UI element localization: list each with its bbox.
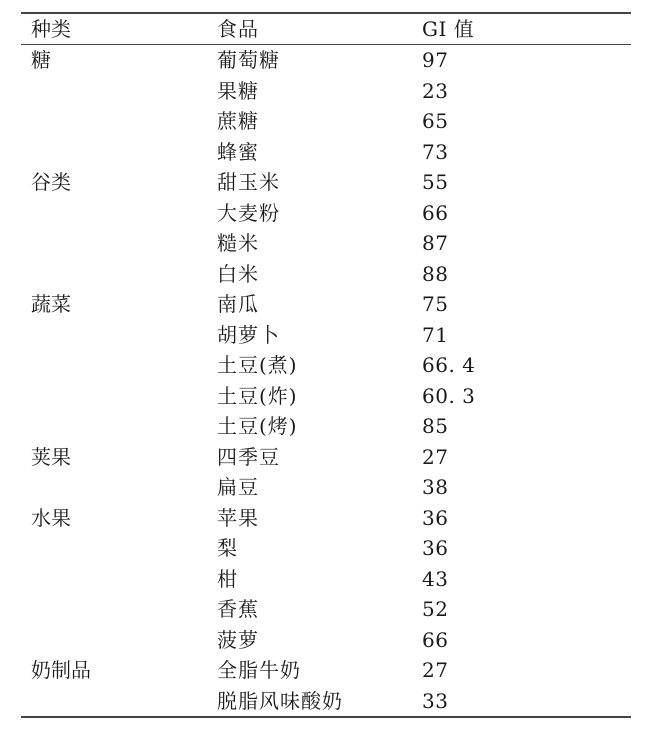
- cell-food: 土豆(炸): [217, 383, 298, 408]
- table-row: [21, 198, 631, 229]
- table-row: [21, 228, 631, 259]
- cell-food: 土豆(煮): [217, 353, 298, 378]
- cell-gi-value: 27: [422, 444, 449, 469]
- cell-gi-value: 66: [422, 627, 449, 652]
- cell-gi-value: 97: [422, 48, 449, 73]
- table-row: [21, 686, 631, 717]
- cell-gi-value: 27: [422, 658, 449, 683]
- table-row: [21, 76, 631, 107]
- cell-food: 蔗糖: [217, 109, 259, 134]
- cell-food: 白米: [217, 261, 259, 286]
- gi-table: [21, 12, 631, 718]
- cell-food: 全脂牛奶: [217, 658, 301, 683]
- table-row: [21, 137, 631, 168]
- cell-gi-value: 38: [422, 475, 449, 500]
- table-row: [21, 533, 631, 564]
- cell-gi-value: 52: [422, 597, 449, 622]
- cell-gi-value: 66. 4: [422, 353, 476, 378]
- header-food: 食品: [217, 17, 259, 41]
- cell-food: 香蕉: [217, 597, 259, 622]
- cell-category: 荚果: [31, 444, 71, 469]
- cell-food: 甜玉米: [217, 170, 280, 195]
- cell-gi-value: 87: [422, 231, 449, 256]
- cell-food: 脱脂风味酸奶: [217, 688, 343, 713]
- cell-food: 胡萝卜: [217, 322, 280, 347]
- cell-food: 菠萝: [217, 627, 259, 652]
- table-bottom-rule: [21, 716, 631, 718]
- cell-gi-value: 65: [422, 109, 449, 134]
- cell-gi-value: 36: [422, 536, 449, 561]
- cell-food: 大麦粉: [217, 200, 280, 225]
- cell-category: 奶制品: [31, 658, 91, 683]
- table-row: [21, 381, 631, 412]
- cell-food: 土豆(烤): [217, 414, 298, 439]
- table-row: [21, 167, 631, 198]
- cell-food: 葡萄糖: [217, 48, 280, 73]
- cell-gi-value: 75: [422, 292, 449, 317]
- cell-gi-value: 43: [422, 566, 449, 591]
- cell-gi-value: 66: [422, 200, 449, 225]
- cell-food: 糙米: [217, 231, 259, 256]
- cell-food: 苹果: [217, 505, 259, 530]
- cell-gi-value: 55: [422, 170, 449, 195]
- cell-category: 糖: [31, 48, 51, 73]
- table-row: [21, 106, 631, 137]
- cell-gi-value: 73: [422, 139, 449, 164]
- cell-food: 梨: [217, 536, 238, 561]
- table-row: [21, 503, 631, 534]
- cell-category: 谷类: [31, 170, 71, 195]
- cell-food: 南瓜: [217, 292, 259, 317]
- table-row: [21, 625, 631, 656]
- cell-category: 蔬菜: [31, 292, 71, 317]
- cell-food: 蜂蜜: [217, 139, 259, 164]
- cell-gi-value: 88: [422, 261, 449, 286]
- table-body: [21, 45, 631, 716]
- table-row: [21, 259, 631, 290]
- cell-category: 水果: [31, 505, 71, 530]
- table-row: [21, 45, 631, 76]
- cell-food: 四季豆: [217, 444, 280, 469]
- table-row: [21, 289, 631, 320]
- table-row: [21, 442, 631, 473]
- table-row: [21, 472, 631, 503]
- cell-gi-value: 36: [422, 505, 449, 530]
- cell-food: 柑: [217, 566, 238, 591]
- cell-food: 果糖: [217, 78, 259, 103]
- cell-gi-value: 71: [422, 322, 449, 347]
- table-row: [21, 594, 631, 625]
- table-row: [21, 564, 631, 595]
- table-header-row: [21, 14, 631, 44]
- cell-food: 扁豆: [217, 475, 259, 500]
- table-row: [21, 350, 631, 381]
- header-gi: GI 值: [422, 17, 475, 41]
- cell-gi-value: 85: [422, 414, 449, 439]
- table-row: [21, 411, 631, 442]
- table-row: [21, 655, 631, 686]
- header-category: 种类: [31, 17, 71, 41]
- cell-gi-value: 33: [422, 688, 449, 713]
- cell-gi-value: 60. 3: [422, 383, 476, 408]
- table-row: [21, 320, 631, 351]
- cell-gi-value: 23: [422, 78, 449, 103]
